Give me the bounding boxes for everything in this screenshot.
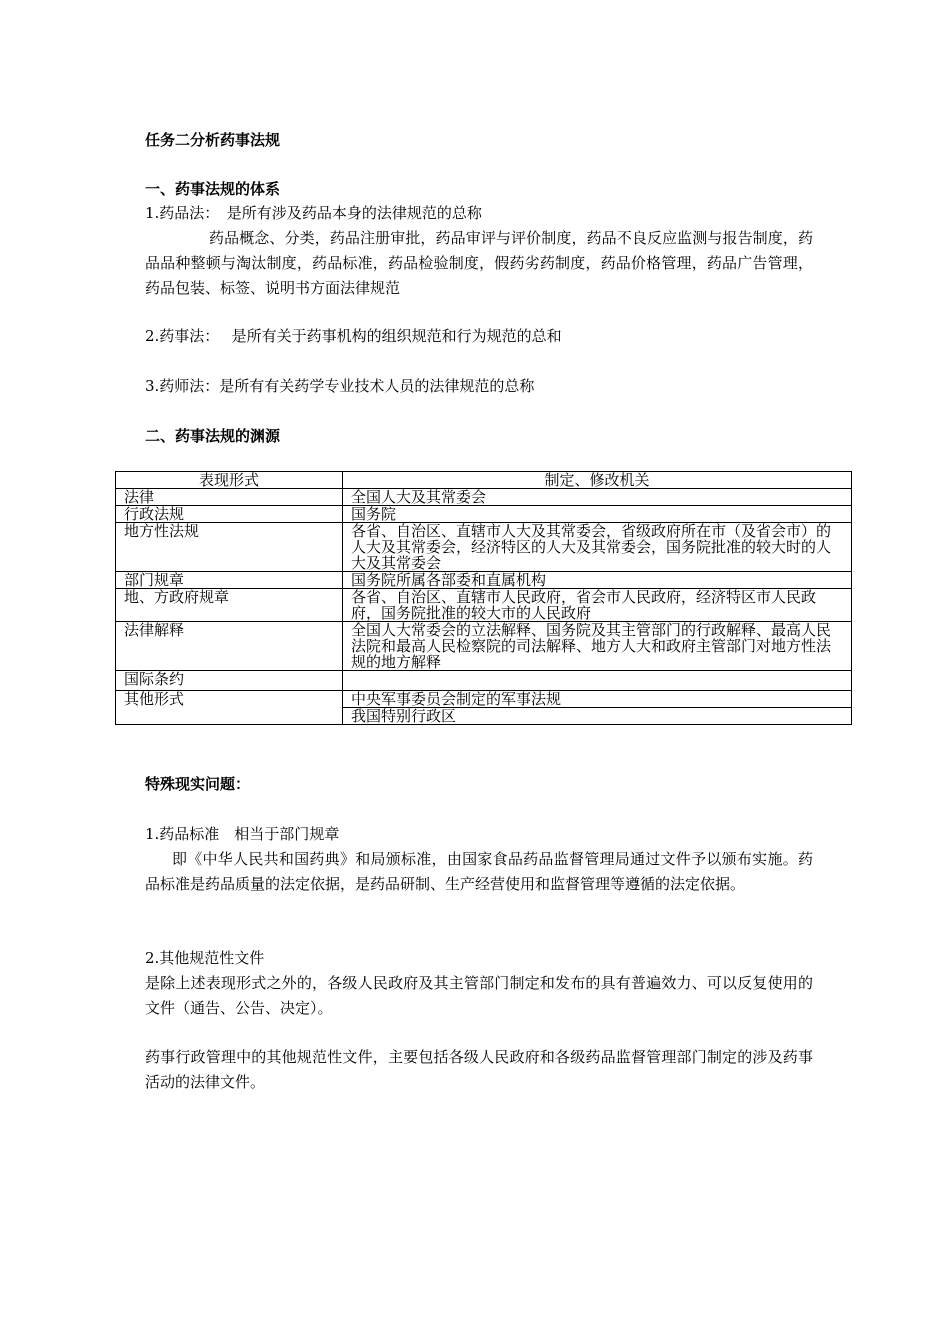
table-cell-authority: 各省、自治区、直辖市人大及其常委会，省级政府所在市（及省会市）的人大及其常委会，经济特区的人大及其常委会，国务院批准的较大时的人大及其常委会 [343, 523, 852, 572]
table-row [116, 622, 852, 671]
item-other-documents-body: 是除上述表现形式之外的，各级人民政府及其主管部门制定和发布的具有普遍效力、可以反复使用的文件（通告、公告、决定）。 [145, 974, 813, 1017]
table-cell-authority: 各省、自治区、直辖市人民政府，省会市人民政府，经济特区市人民政府，国务院批准的较大市的人民政府 [343, 589, 852, 622]
section-heading-special-issues: 特殊现实问题： [145, 775, 251, 793]
section-heading-sources: 二、药事法规的渊源 [145, 427, 281, 445]
table-row [116, 671, 852, 691]
table-cell-authority: 我国特别行政区 [343, 708, 852, 725]
sources-table [115, 471, 852, 725]
table-cell-form: 地、方政府规章 [116, 589, 343, 622]
table-cell-form: 行政法规 [116, 506, 343, 523]
table-cell-form: 地方性法规 [116, 523, 343, 572]
item-drug-law-body: 药品概念、分类，药品注册审批，药品审评与评价制度，药品不良反应监测与报告制度，药品品种整顿与淘汰制度，药品标准，药品检验制度，假药劣药制度，药品价格管理，药品广告管理，药品包装、标签、说明书方面法律规范 [145, 229, 813, 297]
document-title: 任务二分析药事法规 [145, 131, 281, 149]
table-cell-form: 法律 [116, 489, 343, 506]
closing-paragraph: 药事行政管理中的其他规范性文件，主要包括各级人民政府和各级药品监督管理部门制定的涉及药事活动的法律文件。 [145, 1048, 813, 1091]
table-cell-form: 法律解释 [116, 622, 343, 671]
table-row [116, 572, 852, 589]
item-pharmacy-affairs-law: 2.药事法： 是所有关于药事机构的组织规范和行为规范的总和 [145, 327, 562, 345]
table-cell-form: 国际条约 [116, 671, 343, 691]
table-row [116, 506, 852, 523]
table-cell-authority: 国务院所属各部委和直属机构 [343, 572, 852, 589]
table-cell-authority: 全国人大常委会的立法解释、国务院及其主管部门的行政解释、最高人民法院和最高人民检察院的司法解释、地方人大和政府主管部门对地方性法规的地方解释 [343, 622, 852, 671]
table-cell-authority: 国务院 [343, 506, 852, 523]
table-header-form: 表现形式 [116, 472, 343, 489]
table-row [116, 489, 852, 506]
item-pharmacist-law: 3.药师法：是所有有关药学专业技术人员的法律规范的总称 [145, 377, 535, 395]
table-header-authority: 制定、修改机关 [343, 472, 852, 489]
item-drug-law-head: 1.药品法： 是所有涉及药品本身的法律规范的总称 [145, 204, 482, 222]
section-heading-system: 一、药事法规的体系 [145, 180, 281, 198]
table-cell-authority [343, 671, 852, 691]
table-cell-form: 部门规章 [116, 572, 343, 589]
table-cell-form: 其他形式 [116, 691, 343, 725]
table-cell-authority: 中央军事委员会制定的军事法规 [343, 691, 852, 708]
table-row [116, 691, 852, 708]
table-cell-authority: 全国人大及其常委会 [343, 489, 852, 506]
table-row [116, 589, 852, 622]
item-other-documents-head: 2.其他规范性文件 [145, 949, 265, 967]
item-drug-standard-body: 即《中华人民共和国药典》和局颁标准，由国家食品药品监督管理局通过文件予以颁布实施。药品标准是药品质量的法定依据，是药品研制、生产经营使用和监督管理等遵循的法定依据。 [145, 850, 813, 893]
item-drug-standard-head: 1.药品标准 相当于部门规章 [145, 825, 340, 843]
table-header-row [116, 472, 852, 489]
table-row [116, 523, 852, 572]
